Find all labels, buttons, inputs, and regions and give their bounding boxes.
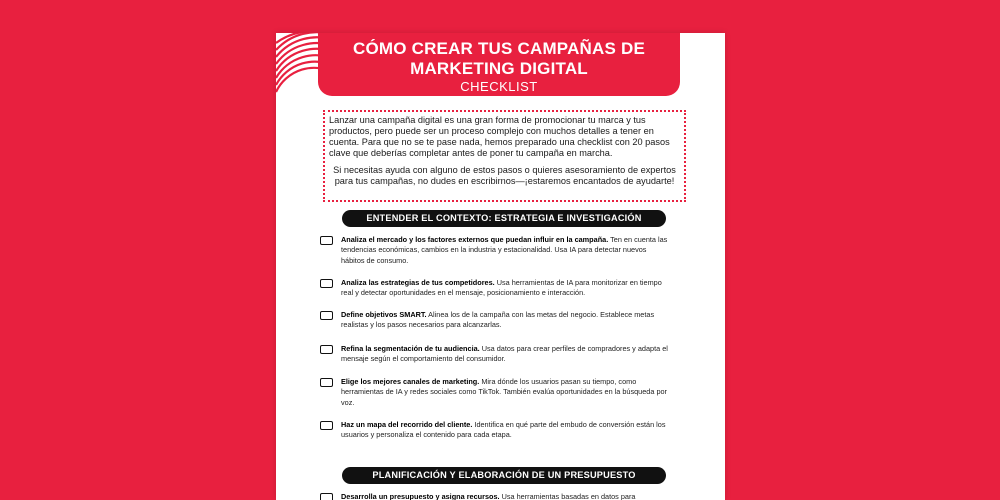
checkbox[interactable] [320,493,333,500]
item-description: Usa herramientas basadas en datos para [499,492,636,500]
checkbox[interactable] [320,279,333,288]
document-subtitle: CHECKLIST [460,79,538,94]
title-line-1: CÓMO CREAR TUS CAMPAÑAS DE [352,39,645,58]
item-title: Refina la segmentación de tu audiencia. [341,344,480,353]
intro-box [323,110,686,202]
checkbox[interactable] [320,378,333,387]
item-title: Analiza el mercado y los factores externos que puedan influir en la campaña. [341,235,609,244]
checklist-document [276,33,725,500]
item-description: Usa herramientas de IA para monitorizar en tiempo real y detectar oportunidades en el mensaje, posicionamiento e interacción. [341,278,662,298]
item-description: Mira dónde los usuarios pasan su tiempo, como herramientas de IA y redes sociales como TikTok. También evalúa oportunidades en la búsqueda por voz. [341,377,667,407]
document-header [318,33,680,96]
item-description: Alinea los de la campaña con las metas del negocio. Establece metas realistas y los pasos necesarios para alcanzarlas. [341,310,655,330]
item-title: Analiza las estrategias de tus competidores. [341,278,495,287]
checklist-item [320,420,670,441]
section-heading-context: ENTENDER EL CONTEXTO: ESTRATEGIA E INVESTIGACIÓN [342,210,666,227]
intro-paragraph-2: Si necesitas ayuda con alguno de estos pasos o quieres asesoramiento de expertos para tus campañas, no dudes en escribirnos—¡estaremos encantados de ayudarte! [333,165,676,186]
item-description: Usa datos para crear perfiles de compradores y adapta el mensaje según el comportamiento del consumidor. [341,344,668,364]
checklist-item [320,492,670,500]
section-heading-planning: PLANIFICACIÓN Y ELABORACIÓN DE UN PRESUPUESTO [342,467,666,484]
item-title: Desarrolla un presupuesto y asigna recursos. [341,492,500,500]
intro-paragraph-1: Lanzar una campaña digital es una gran forma de promocionar tu marca y tus productos, pero puede ser un proceso complejo con muchos detalles a tener en cuenta. Para que no se te pase nada, hemos preparado una checklist con 20 pasos clave que deberías completar antes de poner tu campaña en marcha. [329,115,670,158]
checkbox[interactable] [320,421,333,430]
document-title [318,39,680,79]
checklist-item [320,344,670,365]
title-line-2: MARKETING DIGITAL [410,59,588,78]
item-description: Ten en cuenta las tendencias económicas, cambios en la industria y estacionalidad. Usa IA para detectar nuevos hábitos de consumo. [341,235,668,265]
checkbox[interactable] [320,311,333,320]
checkbox[interactable] [320,236,333,245]
item-title: Define objetivos SMART. [341,310,427,319]
checkbox[interactable] [320,345,333,354]
checklist-item [320,235,670,266]
checklist-item [320,377,670,408]
item-title: Haz un mapa del recorrido del cliente. [341,420,473,429]
checklist-item [320,278,670,299]
item-title: Elige los mejores canales de marketing. [341,377,480,386]
item-description: Identifica en qué parte del embudo de conversión están los usuarios y personaliza el contenido para cada etapa. [341,420,666,440]
checklist-item [320,310,670,331]
